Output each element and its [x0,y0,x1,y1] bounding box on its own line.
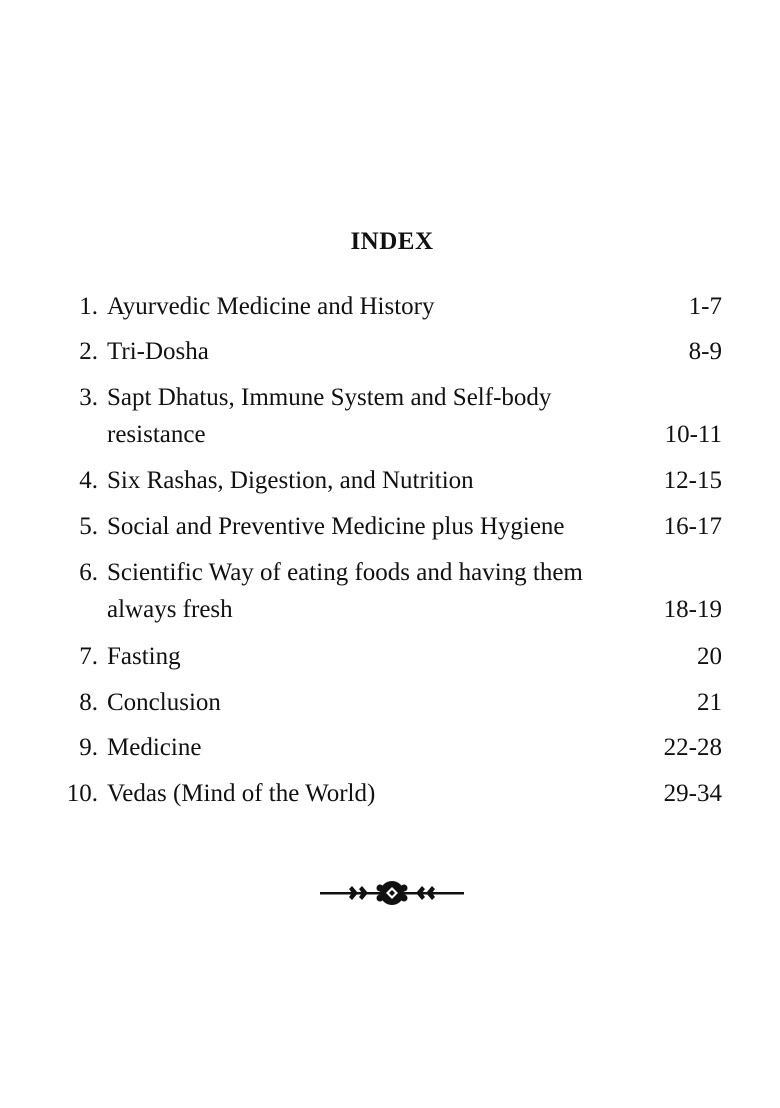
entry-title: Tri-Dosha [107,338,209,365]
page-title: INDEX [350,228,434,255]
entry-pages: 18-19 [663,596,722,623]
entry-pages: 16-17 [663,513,722,540]
entry-pages: 22-28 [663,734,722,761]
entry-title: Vedas (Mind of the World) [107,780,376,807]
entry-title: Conclusion [107,689,221,716]
entry-pages: 10-11 [664,421,722,448]
entry-number: 7. [79,643,98,670]
entry-pages: 8-9 [688,338,722,365]
entry-number: 8. [79,689,98,716]
entry-title: Six Rashas, Digestion, and Nutrition [107,467,474,494]
entry-number: 10. [66,780,98,807]
entry-title-continued: resistance [107,421,206,448]
entry-number: 1. [79,293,98,320]
entry-number: 6. [79,559,98,586]
entry-number: 9. [79,734,98,761]
entry-number: 5. [79,513,98,540]
entry-number: 4. [79,467,98,494]
entry-number: 3. [79,384,98,411]
entry-title-continued: always fresh [107,596,233,623]
entry-title: Sapt Dhatus, Immune System and Self-body [107,384,552,411]
entry-pages: 29-34 [663,780,722,807]
entry-pages: 21 [697,689,722,716]
entry-pages: 1-7 [688,293,722,320]
entry-pages: 12-15 [663,467,722,494]
entry-title: Ayurvedic Medicine and History [107,293,435,320]
entry-title: Scientific Way of eating foods and having them [107,559,583,586]
entry-title: Medicine [107,734,202,761]
entry-title: Fasting [107,643,181,670]
entry-number: 2. [79,338,98,365]
entry-title: Social and Preventive Medicine plus Hygiene [107,513,565,540]
entry-pages: 20 [697,643,722,670]
floral-divider-icon [318,880,466,906]
